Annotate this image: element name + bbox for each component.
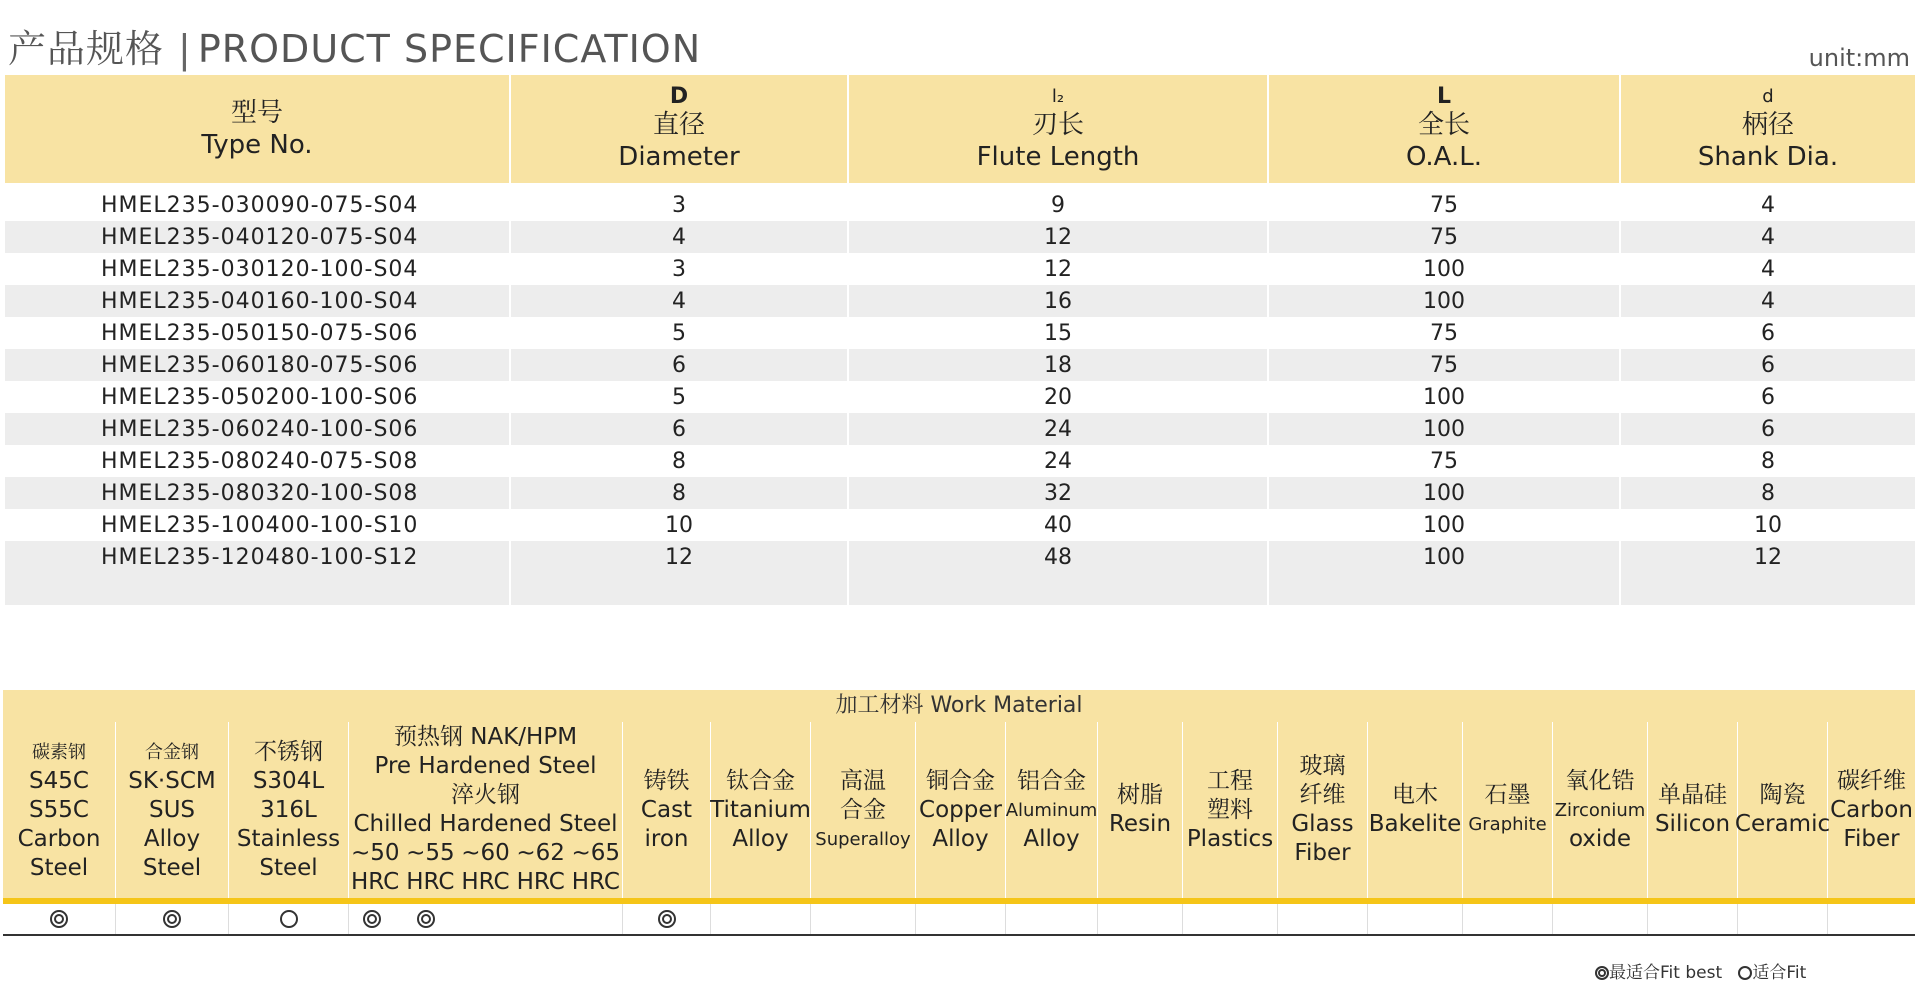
oal-cell: 100 <box>1268 477 1620 509</box>
oal-cell: 100 <box>1268 509 1620 541</box>
flute-length-cell: 20 <box>848 381 1268 413</box>
work-material-table <box>3 722 1915 904</box>
spec-table <box>5 75 1915 605</box>
legend <box>1595 958 1806 983</box>
material-superalloy: 高温 合金 Superalloy <box>811 722 916 898</box>
title-cn: 产品规格 <box>8 27 165 71</box>
fit-best-icon <box>163 910 181 928</box>
fit-stainless-steel <box>229 904 349 934</box>
material-plastics: 工程 塑料 Plastics <box>1183 722 1278 898</box>
oal-cell: 75 <box>1268 349 1620 381</box>
type-no-cell: HMEL235-080320-100-S08 <box>5 477 510 509</box>
material-stainless-steel: 不锈钢 S304L 316L Stainless Steel <box>229 722 349 898</box>
shank-dia-cell: 8 <box>1620 445 1915 477</box>
oal-cell: 75 <box>1268 221 1620 253</box>
fit-best-icon <box>417 910 435 928</box>
diameter-cell: 8 <box>510 477 848 509</box>
material-glass-fiber: 玻璃 纤维 Glass Fiber <box>1278 722 1368 898</box>
shank-dia-cell: 4 <box>1620 253 1915 285</box>
material-silicon: 单晶硅 Silicon <box>1648 722 1738 898</box>
material-hardened-steel: 预热钢 NAK/HPM Pre Hardened Steel 淬火钢 Chilled Hardened Steel ~50 ~55 ~60 ~62 ~65 HRC HRC HRC HRC HRC <box>349 722 623 898</box>
flute-length-cell: 48 <box>848 541 1268 573</box>
type-no-cell: HMEL235-100400-100-S10 <box>5 509 510 541</box>
material-alloy-steel: 合金钢 SK·SCM SUS Alloy Steel <box>116 722 229 898</box>
legend-fit: 适合Fit <box>1752 963 1807 983</box>
empty-row <box>5 573 1915 605</box>
diameter-cell: 10 <box>510 509 848 541</box>
table-row <box>5 189 1915 221</box>
fit-best-icon <box>658 910 676 928</box>
fit-icon <box>1738 966 1752 980</box>
type-no-cell: HMEL235-050150-075-S06 <box>5 317 510 349</box>
flute-length-cell: 32 <box>848 477 1268 509</box>
shank-dia-cell: 4 <box>1620 285 1915 317</box>
flute-length-cell: 12 <box>848 221 1268 253</box>
shank-dia-cell: 6 <box>1620 413 1915 445</box>
table-row <box>5 445 1915 477</box>
shank-dia-cell: 6 <box>1620 381 1915 413</box>
material-ceramic: 陶瓷 Ceramic <box>1738 722 1828 898</box>
oal-cell: 75 <box>1268 445 1620 477</box>
table-row <box>5 317 1915 349</box>
oal-cell: 75 <box>1268 317 1620 349</box>
type-no-cell: HMEL235-080240-075-S08 <box>5 445 510 477</box>
shank-dia-cell: 10 <box>1620 509 1915 541</box>
header-diameter: D 直径 Diameter <box>510 75 848 183</box>
header-flute-length: l₂ 刃长 Flute Length <box>848 75 1268 183</box>
unit-label: unit:mm <box>1808 44 1910 72</box>
page-title <box>8 18 701 73</box>
diameter-cell: 6 <box>510 413 848 445</box>
type-no-cell: HMEL235-030090-075-S04 <box>5 189 510 221</box>
type-no-cell: HMEL235-120480-100-S12 <box>5 541 510 573</box>
table-row <box>5 253 1915 285</box>
material-aluminum-alloy: 铝合金 Aluminum Alloy <box>1006 722 1098 898</box>
shank-dia-cell: 8 <box>1620 477 1915 509</box>
material-graphite: 石墨 Graphite <box>1463 722 1553 898</box>
suitability-row <box>3 904 1915 936</box>
shank-dia-cell: 4 <box>1620 189 1915 221</box>
title-separator: | <box>178 27 192 71</box>
diameter-cell: 6 <box>510 349 848 381</box>
oal-cell: 100 <box>1268 381 1620 413</box>
flute-length-cell: 40 <box>848 509 1268 541</box>
oal-cell: 100 <box>1268 541 1620 573</box>
oal-cell: 75 <box>1268 189 1620 221</box>
legend-best: 最适合Fit best <box>1609 963 1723 983</box>
shank-dia-cell: 6 <box>1620 317 1915 349</box>
flute-length-cell: 24 <box>848 413 1268 445</box>
flute-length-cell: 15 <box>848 317 1268 349</box>
type-no-cell: HMEL235-050200-100-S06 <box>5 381 510 413</box>
oal-cell: 100 <box>1268 253 1620 285</box>
fit-best-icon <box>363 910 381 928</box>
type-no-cell: HMEL235-030120-100-S04 <box>5 253 510 285</box>
oal-cell: 100 <box>1268 285 1620 317</box>
diameter-cell: 4 <box>510 221 848 253</box>
title-en: PRODUCT SPECIFICATION <box>197 27 702 71</box>
diameter-cell: 5 <box>510 381 848 413</box>
type-no-cell: HMEL235-060180-075-S06 <box>5 349 510 381</box>
material-copper-alloy: 铜合金 Copper Alloy <box>916 722 1006 898</box>
material-carbon-fiber: 碳纤维 Carbon Fiber <box>1830 767 1913 852</box>
flute-length-cell: 9 <box>848 189 1268 221</box>
flute-length-cell: 16 <box>848 285 1268 317</box>
oal-cell: 100 <box>1268 413 1620 445</box>
work-material-title: 加工材料 Work Material <box>3 690 1915 722</box>
diameter-cell: 3 <box>510 253 848 285</box>
table-row <box>5 349 1915 381</box>
table-row <box>5 381 1915 413</box>
fit-hardened-steel <box>349 904 623 934</box>
header-shank-dia: d 柄径 Shank Dia. <box>1620 75 1915 183</box>
table-row <box>5 221 1915 253</box>
material-titanium-alloy: 钛合金 Titanium Alloy <box>711 722 811 898</box>
fit-cast-iron <box>623 904 711 934</box>
shank-dia-cell: 4 <box>1620 221 1915 253</box>
table-row <box>5 477 1915 509</box>
fit-alloy-steel <box>116 904 229 934</box>
header-type: 型号 Type No. <box>5 75 510 183</box>
fit-best-icon <box>1595 966 1609 980</box>
table-row <box>5 285 1915 317</box>
material-carbon-steel: 碳素钢 S45C S55C Carbon Steel <box>3 722 116 898</box>
table-row <box>5 413 1915 445</box>
header-oal: L 全长 O.A.L. <box>1268 75 1620 183</box>
type-no-cell: HMEL235-040120-075-S04 <box>5 221 510 253</box>
fit-carbon-steel <box>3 904 116 934</box>
type-no-cell: HMEL235-060240-100-S06 <box>5 413 510 445</box>
table-row <box>5 541 1915 573</box>
flute-length-cell: 18 <box>848 349 1268 381</box>
shank-dia-cell: 6 <box>1620 349 1915 381</box>
type-no-cell: HMEL235-040160-100-S04 <box>5 285 510 317</box>
fit-best-icon <box>50 910 68 928</box>
diameter-cell: 5 <box>510 317 848 349</box>
material-bakelite: 电木 Bakelite <box>1368 722 1463 898</box>
shank-dia-cell: 12 <box>1620 541 1915 573</box>
fit-icon <box>280 910 298 928</box>
material-zirconium-oxide: 氧化锆 Zirconium oxide <box>1553 722 1648 898</box>
material-cast-iron: 铸铁 Cast iron <box>623 722 711 898</box>
diameter-cell: 8 <box>510 445 848 477</box>
table-row <box>5 509 1915 541</box>
flute-length-cell: 12 <box>848 253 1268 285</box>
material-resin: 树脂 Resin <box>1098 722 1183 898</box>
diameter-cell: 12 <box>510 541 848 573</box>
diameter-cell: 3 <box>510 189 848 221</box>
flute-length-cell: 24 <box>848 445 1268 477</box>
diameter-cell: 4 <box>510 285 848 317</box>
